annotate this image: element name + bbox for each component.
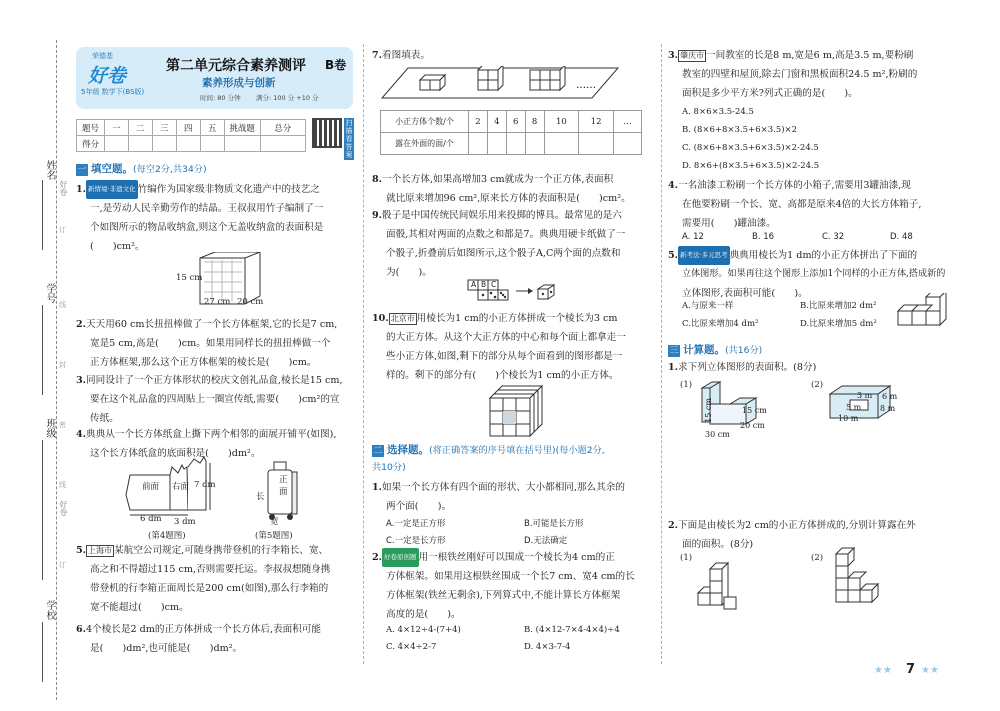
answer-cell[interactable] [525, 133, 544, 155]
question-tag: 新考法·多元思考 [678, 246, 730, 265]
fig2-dim-b: 5 m [846, 403, 862, 412]
score-cell[interactable] [152, 136, 176, 152]
choice-3-option-a[interactable]: A. 8×6×3.5-24.5 [682, 107, 754, 117]
choice-1-option-a[interactable]: A.一定是正方形 [386, 519, 446, 529]
section-fill [76, 161, 207, 176]
table-header: 小正方体个数/个 [381, 111, 469, 133]
section-title: 填空题。 [91, 163, 133, 175]
binding-stamp: 好卷 [59, 180, 68, 196]
version-badge: B卷 [325, 58, 347, 72]
table-cell: 12 [579, 111, 614, 133]
binding-mark: 订 [59, 226, 66, 234]
fig4-height: 7 dm [194, 480, 216, 490]
score-head: 一 [105, 120, 129, 136]
score-head: 四 [176, 120, 200, 136]
qr-label: 扫描看答案 [345, 119, 353, 159]
fig4-front: 前面 [142, 482, 160, 492]
section-mark: 一 [77, 165, 87, 175]
question-3: 3.同同设计了一个正方体形状的校庆文创礼品盒,棱长是15 cm, 要在这个礼品盒的四周贴上一圈宣传纸,需要( )cm²的宣 传纸。 [76, 375, 343, 424]
section-choice [372, 442, 662, 476]
choice-2: 2. 好卷原创题 用一根铁丝刚好可以围成一个棱长为4 cm的正 方体框架。如果用这根铁丝围成一个长7 cm、宽4 cm的长 方体框架(铁丝无剩余),下列算式中,不能计算长方体框架 高度的是( )。 [372, 548, 658, 624]
score-table [76, 119, 306, 152]
answer-cell[interactable] [614, 133, 642, 155]
page-title: 第二单元综合素养测评 [166, 58, 306, 74]
fig1-height: 15 cm [176, 273, 203, 283]
answer-cell[interactable] [469, 133, 488, 155]
score-cell[interactable] [200, 136, 224, 152]
qr-code-icon [312, 118, 342, 148]
question-1: 1. 新情境·非遗文化 竹编作为国家级非物质文化遗产中的技艺之 一,是劳动人民辛勤劳作的结晶。王叔叔用竹子编制了一 个如图所示的物品收纳盒,则这个无盖收纳盒的表面积是 ( )cm²。 [76, 180, 358, 256]
time-limit: 时间: 80 分钟 [200, 94, 241, 102]
calc-2-fig1-label: (1) [680, 553, 693, 563]
question-6: 6.4个棱长是2 dm的正方体拼成一个长方体后,表面积可能 是( )dm²,也可能是( )dm²。 [76, 624, 322, 654]
fig1-dim-a: 15 cm [704, 398, 713, 423]
question-8: 8.一个长方体,如果高增加3 cm就成为一个正方体,表面积 就比原来增加96 cm²,原来长方体的表面积是( )cm²。 [372, 174, 631, 204]
fig2-dim-c: 6 m [882, 392, 898, 401]
table-cell: 6 [506, 111, 525, 133]
fig4-right: 右面 [172, 482, 190, 492]
choice-1: 1.如果一个长方体有四个面的形状、大小都相同,那么其余的 两个面( )。 [372, 482, 625, 512]
score-head: 总分 [260, 120, 305, 136]
choice-1-option-d[interactable]: D.无法确定 [524, 536, 568, 546]
table-cell: 4 [487, 111, 506, 133]
choice-2-option-c[interactable]: C. 4×4÷2-7 [386, 642, 437, 652]
choice-5-option-a[interactable]: A.与原来一样 [682, 301, 734, 311]
figure-cube-rows [380, 66, 620, 102]
binding-margin [0, 0, 68, 711]
score-cell[interactable] [128, 136, 152, 152]
section-calc [668, 342, 762, 357]
choice-1-option-b[interactable]: B.可能是长方形 [524, 519, 584, 529]
calc-1-fig1-label: (1) [680, 380, 693, 390]
dice-label-c: C [491, 280, 497, 289]
calc-1-fig2-label: (2) [811, 380, 824, 390]
question-tag: 新情境·非遗文化 [86, 180, 138, 199]
answer-cell[interactable] [544, 133, 579, 155]
figure-stack-2 [828, 546, 882, 612]
binding-stamp: 好卷 [59, 500, 68, 516]
question-2: 2.天天用60 cm长扭扭棒做了一个长方体框架,它的长是7 cm, 宽是5 cm,高是( )cm。如果用同样长的扭扭棒做一个 正方体框架,那么这个正方体框架的棱长是( )cm。 [76, 319, 338, 368]
calc-2-fig2-label: (2) [811, 553, 824, 563]
score-head: 挑战题 [224, 120, 260, 136]
score-cell[interactable] [176, 136, 200, 152]
fig4-a: 6 dm [140, 514, 162, 524]
region-tag: 肇庆市 [680, 50, 705, 60]
choice-2-option-a[interactable]: A. 4×12÷4-(7+4) [386, 625, 461, 635]
binding-mark: 封 [59, 361, 66, 369]
calc-2: 2.下面是由棱长为2 cm的小正方体拼成的,分别计算露在外 面的面积。(8分) [668, 520, 916, 550]
region-tag: 北京市 [390, 313, 415, 323]
table-cell: 2 [469, 111, 488, 133]
figure-dice-net [466, 279, 558, 303]
fig2-dim-a: 3 m [857, 391, 873, 400]
score-cell[interactable] [260, 136, 305, 152]
choice-5-option-d[interactable]: D.比原来增加5 dm² [800, 319, 877, 329]
choice-2-option-d[interactable]: D. 4×3-7-4 [524, 642, 571, 652]
calc-1: 1.求下列立体图形的表面积。(8分) [668, 362, 817, 373]
choice-5: 5. 新考法·多元思考 典典用棱长为1 dm的小正方体拼出了下面的 立体图形。如果再往这个图形上添加1个同样的小正方体,搭成新的 立体图形,表面积可能( )。 [668, 246, 958, 303]
fig4-caption: (第4题图) [148, 531, 186, 541]
footer-stars-left: ★★ [874, 665, 892, 676]
fig2-dim-d: 8 m [880, 404, 896, 413]
question-4: 4.典典从一个长方体纸盒上撕下两个相邻的面展开铺平(如图), 这个长方体纸盒的底面积是( )dm²。 [76, 429, 337, 459]
header-banner [76, 47, 353, 109]
table-cell: 10 [544, 111, 579, 133]
choice-5-option-b[interactable]: B.比原来增加2 dm² [800, 301, 877, 311]
table-cell: 8 [525, 111, 544, 133]
score-cell[interactable] [105, 136, 129, 152]
fig5-front: 正面 [279, 475, 288, 497]
fig1-dim-c: 20 cm [740, 421, 765, 430]
dice-label-a: A [471, 280, 477, 289]
score-head: 题号 [77, 120, 105, 136]
dice-label-b: B [481, 280, 487, 289]
choice-3-option-c[interactable]: C. (8×6+8×3.5+6×3.5)×2-24.5 [682, 143, 819, 153]
svg-text:……: …… [576, 80, 596, 91]
choice-3-option-b[interactable]: B. (8×6+8×3.5+6×3.5)×2 [682, 125, 798, 135]
question-9: 9.骰子是中国传统民间娱乐用来投掷的博具。最常见的是六 面骰,其相对两面的点数之和都是7。典典用硬卡纸做了一 个骰子,折叠前后如图所示,这个骰子A,C两个面的点数和 为( )。 [372, 210, 626, 278]
choice-3-option-d[interactable]: D. 8×6+(8×3.5+6×3.5)×2-24.5 [682, 161, 820, 171]
score-head: 五 [200, 120, 224, 136]
brand-top: 荣德基 [92, 52, 113, 60]
score-head: 二 [128, 120, 152, 136]
label-school: 学校 [44, 600, 55, 620]
figure-cube-stack [896, 293, 956, 329]
page-number: 7 [906, 662, 916, 677]
label-name: 姓名 [44, 160, 55, 180]
answer-cell[interactable] [506, 133, 525, 155]
table-cell: … [614, 111, 642, 133]
brand-logo: 好卷 [88, 65, 127, 87]
binding-mark: 线 [59, 481, 66, 489]
answer-cell[interactable] [487, 133, 506, 155]
choice-4-option-d[interactable]: D. 48 [890, 232, 913, 242]
choice-5-option-c[interactable]: C.比原来增加4 dm² [682, 319, 759, 329]
fig1-width: 20 cm [237, 297, 264, 307]
answer-cell[interactable] [579, 133, 614, 155]
table-header: 露在外面的面/个 [381, 133, 469, 155]
label-class: 班级 [44, 418, 55, 438]
section-note: (共16分) [725, 345, 763, 356]
choice-4: 4.一名油漆工粉刷一个长方体的小箱子,需要用3罐油漆,现 在他要粉刷一个长、宽、高都是原来4倍的大长方体箱子, 需要用( )罐油漆。 [668, 180, 922, 229]
footer-stars-right: ★★ [921, 665, 939, 676]
fig1-dim-d: 30 cm [705, 430, 730, 439]
section-mark: 三 [669, 346, 679, 356]
fig4-b: 3 dm [174, 517, 196, 527]
section-mark: 二 [373, 446, 383, 456]
question-5: 5. 上海市 某航空公司规定,可随身携带登机的行李箱长、宽、 高之和不得超过115 cm,否则需要托运。李叔叔想随身携 带登机的行李箱正面周长是200 cm(如图),那么行李箱的 宽不能超过( )cm。 [76, 545, 331, 613]
binding-mark: 密 [59, 421, 66, 429]
fig5-length: 长 [256, 492, 265, 502]
grade-label: 5年级 数学下(BS版) [81, 88, 145, 96]
subtitle: 素养形成与创新 [202, 77, 276, 89]
question-tag: 好卷原创题 [382, 548, 419, 567]
question-10: 10. 北京市 用棱长为1 cm的小正方体拼成一个棱长为3 cm 的大正方体。从这个大正方体的中心和每个面上都拿走一 些小正方体,如图,剩下的部分从每个面看到的图形都是一 样的。剩下的部分有( )个棱长为1 cm的小正方体。 [372, 313, 626, 381]
choice-4-option-a[interactable]: A. 12 [682, 232, 704, 242]
choice-2-option-b[interactable]: B. (4×12-7×4-4×4)÷4 [524, 625, 620, 635]
fig2-dim-e: 10 m [838, 414, 859, 423]
section-note: (将正确答案的序号填在括号里)(每小题2分, [429, 445, 605, 456]
section-title: 选择题。 [387, 444, 429, 456]
score-head: 三 [152, 120, 176, 136]
choice-4-option-b[interactable]: B. 16 [752, 232, 775, 242]
score-cell[interactable] [224, 136, 260, 152]
section-note: (每空2分,共34分) [133, 164, 207, 175]
full-score: 满分: 100 分 +10 分 [256, 94, 319, 102]
fig1-length: 27 cm [204, 297, 231, 307]
choice-1-option-c[interactable]: C.一定是长方形 [386, 536, 446, 546]
figure-hollow-cube [488, 384, 548, 438]
question-7: 7.看图填表。 [372, 50, 430, 61]
fig5-width: 宽 [270, 517, 279, 527]
region-tag: 上海市 [88, 545, 113, 555]
cube-table [380, 110, 642, 155]
label-student-id: 学号 [44, 283, 55, 303]
binding-mark: 线 [59, 301, 66, 309]
binding-mark: 订 [59, 561, 66, 569]
score-head: 得分 [77, 136, 105, 152]
choice-3: 3. 肇庆市 一间教室的长是8 m,宽是6 m,高是3.5 m,要粉刷 教室的四壁和屋顶,除去门窗和黑板面积24.5 m²,粉刷的 面积是多少平方米?列式正确的是( )。 [668, 50, 918, 99]
section-note: 共10分) [372, 462, 406, 473]
fig1-dim-b: 15 cm [742, 406, 767, 415]
figure-stack-1 [696, 553, 746, 613]
fig5-caption: (第5题图) [255, 531, 293, 541]
choice-4-option-c[interactable]: C. 32 [822, 232, 845, 242]
section-title: 计算题。 [683, 344, 725, 356]
